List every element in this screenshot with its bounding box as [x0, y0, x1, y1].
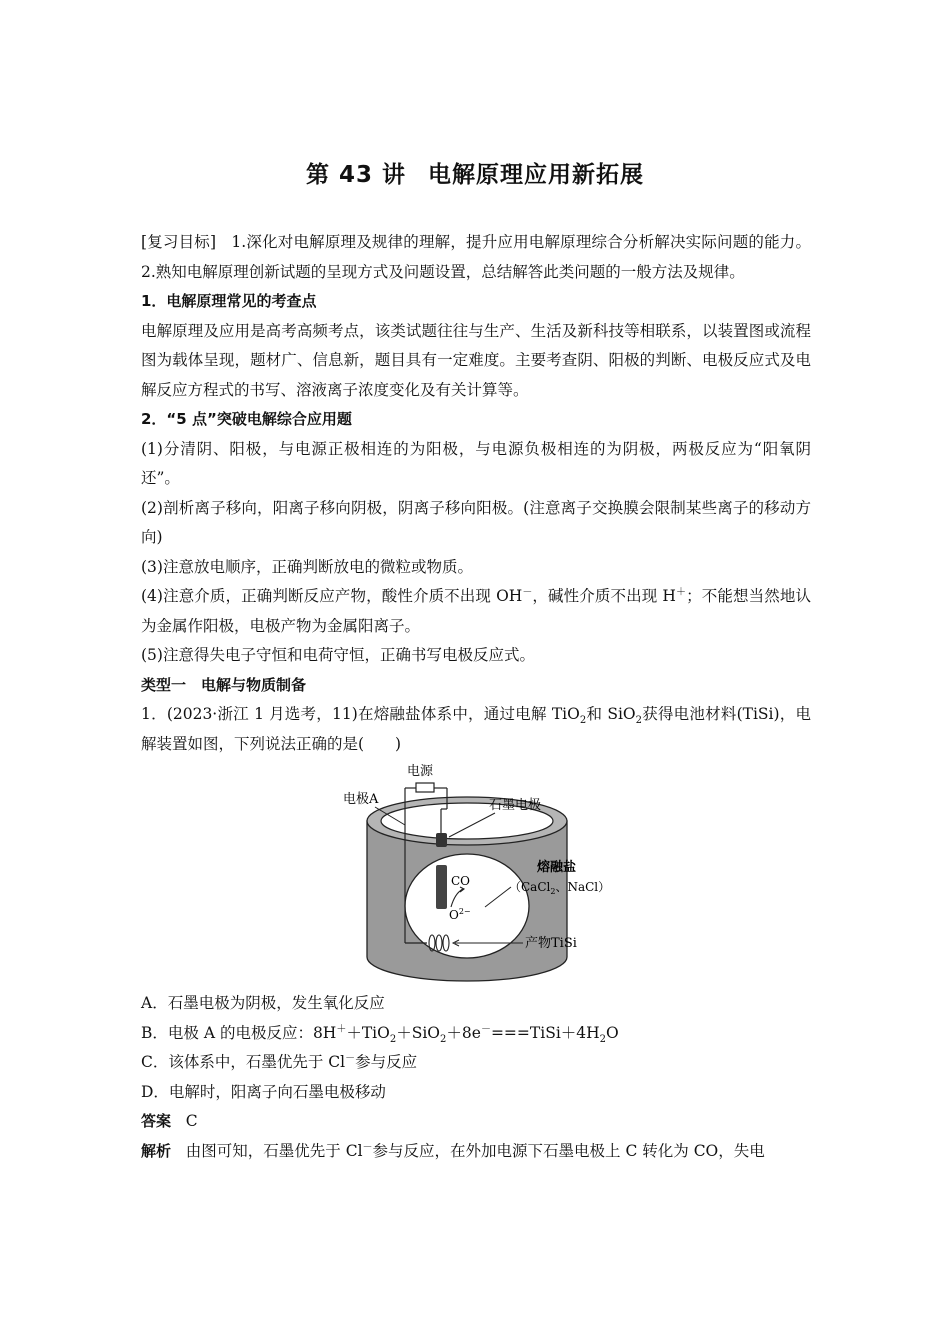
product-label: 产物TiSi: [525, 936, 577, 951]
question-1-part-c: 获得电池材料(TiSi)，电解装置如图，下列说法正确的是( ): [141, 705, 811, 753]
analysis: 解析 由图可知，石墨优先于 Cl－参与反应，在外加电源下石墨电极上 C 转化为 CO，失电: [141, 1141, 765, 1160]
answer-label: 答案: [141, 1112, 172, 1130]
point-4-part-b: ，碱性介质不出现 H: [532, 587, 676, 605]
option-b: B．电极 A 的电极反应：$8H^++TiO_2+SiO_2+8e^-===TiSi+4H_2O$: [141, 1023, 619, 1045]
point-2: (2)剖析离子移向，阳离子移向阴极，阴离子移向阳极。(注意离子交换膜会限制某些离子的移动方向): [141, 498, 811, 546]
content-body: [141, 228, 811, 1166]
review-tag: [复习目标]: [141, 233, 217, 251]
section-2-heading: 2．“5 点”突破电解综合应用题: [141, 410, 352, 428]
graphite-electrode-icon: [436, 865, 447, 909]
analysis-label: 解析: [141, 1141, 172, 1160]
section-1-heading: 1．电解原理常见的考查点: [141, 292, 317, 310]
point-3: (3)注意放电顺序，正确判断放电的微粒或物质。: [141, 557, 473, 576]
point-4-part-a: (4)注意介质，正确判断反应产物，酸性介质不出现 OH: [141, 587, 523, 605]
option-c: C．该体系中，石墨优先于 Cl－参与反应: [141, 1052, 418, 1071]
molten-salt-composition: （CaCl$_2$、NaCl）: [509, 880, 611, 896]
lecture-number: 第 43 讲: [305, 162, 407, 188]
answer-value: C: [185, 1112, 198, 1130]
subscript-2: 2: [635, 715, 642, 727]
power-label: 电源: [407, 764, 434, 779]
electrolysis-diagram: [343, 761, 623, 987]
section-1-text: 电解原理及应用是高考高频考点，该类试题往往与生产、生活及新科技等相联系，以装置图或流程图为载体呈现，题材广、信息新，题目具有一定难度。主要考查阴、阳极的判断、电极反应式及电解反应方程式的书写、溶液离子浓度变化及有关计算等。: [141, 321, 811, 399]
answer: [141, 1107, 811, 1137]
electrolysis-figure: [141, 759, 811, 989]
point-4: [141, 582, 811, 641]
review-goals: [141, 228, 811, 287]
co-label: CO: [451, 874, 471, 888]
option-d: D．电解时，阳离子向石墨电极移动: [141, 1082, 386, 1101]
point-5: (5)注意得失电子守恒和电荷守恒，正确书写电极反应式。: [141, 646, 535, 664]
question-1-stem: [141, 700, 811, 759]
option-a: A．石墨电极为阴极，发生氧化反应: [141, 994, 385, 1012]
page-title: [0, 156, 950, 189]
electrode-a-label: 电极A: [343, 792, 379, 807]
graphite-label: 石墨电极: [489, 798, 542, 813]
graphite-top-icon: [436, 833, 447, 847]
lecture-name: 电解原理应用新拓展: [428, 162, 645, 188]
question-1-part-b: 和 SiO: [586, 705, 636, 723]
question-1-part-a: 1．(2023·浙江 1 月选考，11)在熔融盐体系中，通过电解 TiO: [141, 705, 580, 723]
type-1-heading: 类型一 电解与物质制备: [141, 675, 307, 694]
superscript-plus: ＋: [675, 586, 687, 598]
point-4-part-c: ；不能想当然地认为金属作阳极，电极产物为金属阳离子。: [141, 587, 811, 635]
molten-salt-label: 熔融盐: [537, 860, 577, 875]
subscript-2: 2: [579, 715, 587, 727]
point-1: (1)分清阴、阳极，与电源正极相连的为阳极，与电源负极相连的为阴极，两极反应为“阳氧阴还”。: [141, 439, 811, 487]
review-text: 1.深化对电解原理及规律的理解，提升应用电解原理综合分析解决实际问题的能力。2.熟知电解原理创新试题的呈现方式及问题设置，总结解答此类问题的一般方法及规律。: [141, 233, 811, 281]
superscript-minus: －: [522, 586, 533, 598]
oxide-ion-label: $O^{2-}$: [449, 907, 471, 922]
power-source-icon: [416, 783, 434, 792]
